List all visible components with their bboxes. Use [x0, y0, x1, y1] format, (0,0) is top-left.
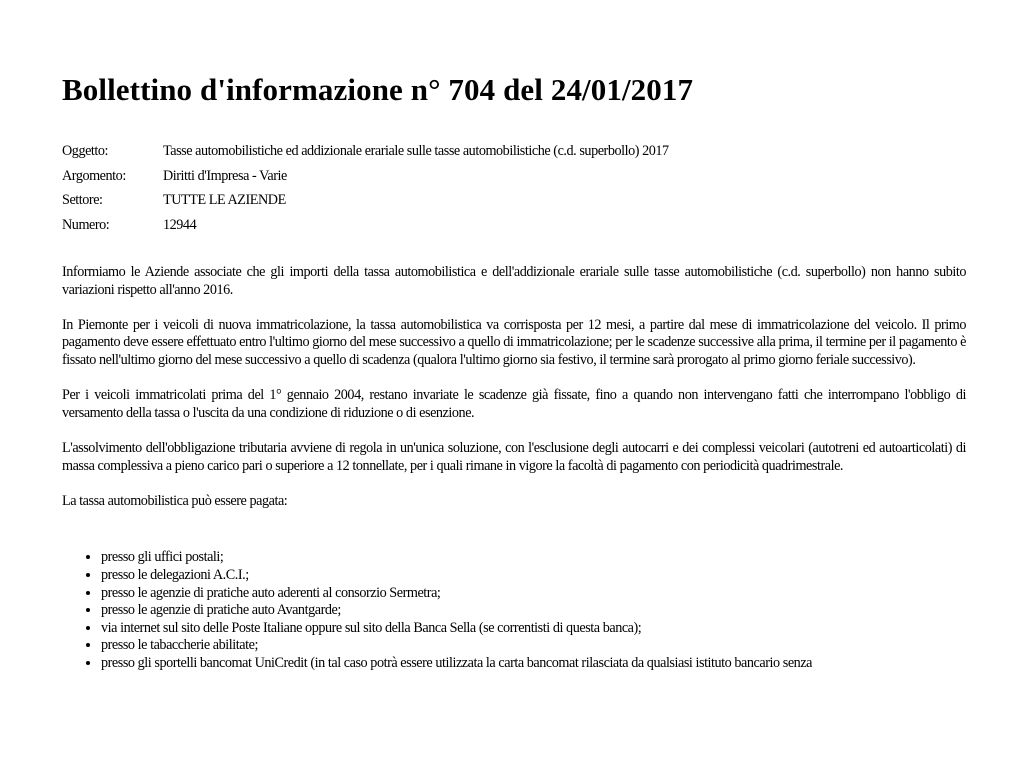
- list-item: • presso gli uffici postali;: [101, 549, 966, 567]
- metadata-row-settore: [62, 188, 669, 213]
- list-item: • presso le delegazioni A.C.I.;: [101, 567, 966, 585]
- metadata-key: Settore:: [62, 192, 103, 209]
- paragraph: Per i veicoli immatricolati prima del 1° gennaio 2004, restano invariate le scadenze già fissate, fino a quando non intervengano fatti che interrompano l'obbligo di versamento della tassa o l'uscita da una condizione di riduzione o di esenzione.: [62, 387, 966, 421]
- list-item: • presso le agenzie di pratiche auto Avantgarde;: [101, 602, 966, 620]
- metadata-row-numero: [62, 213, 669, 238]
- payment-methods-list: [62, 549, 966, 672]
- list-item: • presso gli sportelli bancomat UniCredit (in tal caso potrà essere utilizzata la carta bancomat rilasciata da qualsiasi istituto bancario senza: [101, 655, 966, 673]
- list-item: • via internet sul sito delle Poste Italiane oppure sul sito della Banca Sella (se correntisti di questa banca);: [101, 620, 966, 638]
- metadata-row-oggetto: [62, 139, 669, 164]
- metadata-value: Diritti d'Impresa - Varie: [163, 167, 287, 184]
- paragraph: Informiamo le Aziende associate che gli importi della tassa automobilistica e dell'addizionale erariale sulle tasse automobilistiche (c.d. superbollo) non hanno subito variazioni rispetto all'anno 2016.: [62, 264, 966, 298]
- paragraph: La tassa automobilistica può essere pagata:: [62, 492, 288, 509]
- metadata-row-argomento: [62, 164, 669, 189]
- metadata-value: TUTTE LE AZIENDE: [163, 192, 286, 209]
- bulletin-body: [62, 264, 966, 672]
- metadata-key: Argomento:: [62, 167, 126, 184]
- list-item: • presso le agenzie di pratiche auto aderenti al consorzio Sermetra;: [101, 585, 966, 603]
- metadata-value: 12944: [163, 216, 197, 233]
- metadata-value: Tasse automobilistiche ed addizionale erariale sulle tasse automobilistiche (c.d. superbollo) 2017: [163, 142, 669, 159]
- metadata-key: Numero:: [62, 216, 110, 233]
- metadata-key: Oggetto:: [62, 142, 109, 159]
- list-item: • presso le tabaccherie abilitate;: [101, 637, 966, 655]
- paragraph: In Piemonte per i veicoli di nuova immatricolazione, la tassa automobilistica va corrisposta per 12 mesi, a partire dal mese di immatricolazione del veicolo. Il primo pagamento deve essere effettuato entro l'ultimo giorno del mese successivo a quello di immatricolazione; per le scadenze successive alla prima, il termine per il pagamento è fissato nell'ultimo giorno del mese successivo a quello di scadenza (qualora l'ultimo giorno sia festivo, il termine sarà prorogato al primo giorno feriale successivo).: [62, 316, 966, 368]
- paragraph: L'assolvimento dell'obbligazione tributaria avviene di regola in un'unica soluzione, con l'esclusione degli autocarri e dei complessi veicolari (autotreni ed autoarticolati) di massa complessiva a pieno carico pari o superiore a 12 tonnellate, per i quali rimane in vigore la facoltà di pagamento con periodicità quadrimestrale.: [62, 439, 966, 474]
- metadata-table: [62, 139, 669, 238]
- page-title: Bollettino d'informazione n° 704 del 24/01/2017: [62, 72, 694, 107]
